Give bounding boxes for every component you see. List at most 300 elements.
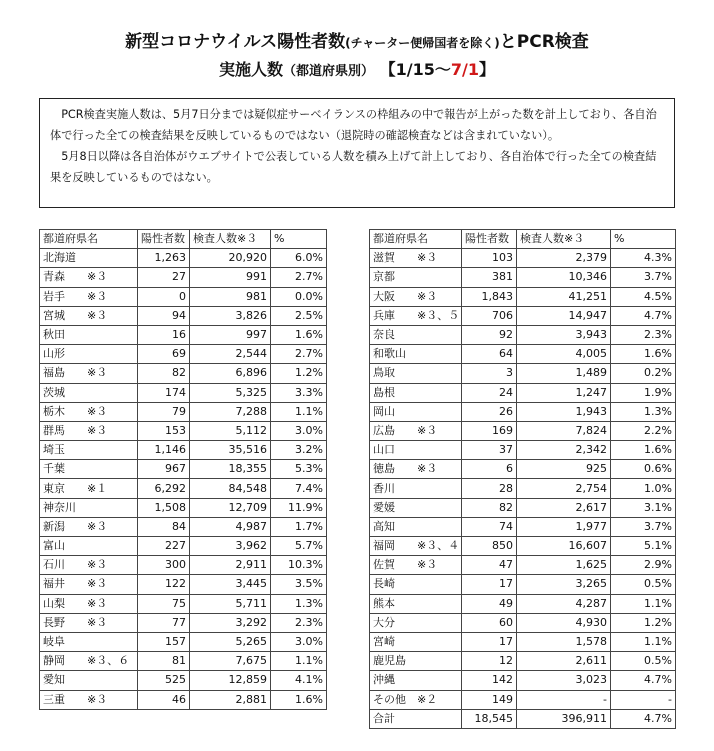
prefecture-name: 群馬	[43, 423, 65, 437]
percent-cell: 1.2%	[611, 613, 676, 632]
prefecture-cell	[370, 517, 462, 536]
footnote-mark: ※１	[87, 481, 108, 495]
prefecture-name: 山口	[373, 443, 395, 457]
table-row	[370, 671, 676, 690]
percent-cell: 4.1%	[271, 671, 327, 690]
prefecture-name: 長野	[43, 615, 65, 629]
prefecture-name: 島根	[373, 385, 395, 399]
percent-cell: 2.5%	[271, 306, 327, 325]
tests-cell: 3,962	[190, 537, 271, 556]
title-end-text: とPCR検査	[499, 32, 589, 52]
prefecture-cell	[370, 575, 462, 594]
footnote-mark: ※３	[417, 462, 438, 476]
table-row	[40, 690, 327, 709]
prefecture-name: 静岡	[43, 654, 65, 668]
table-row	[40, 479, 327, 498]
percent-cell: 4.7%	[611, 306, 676, 325]
percent-cell: 0.0%	[271, 287, 327, 306]
table-row	[370, 517, 676, 536]
positive-cell: 967	[138, 460, 190, 479]
percent-cell: 2.7%	[271, 268, 327, 287]
positive-cell: 60	[462, 613, 517, 632]
prefecture-name: 宮城	[43, 308, 65, 322]
prefecture-name: 広島	[373, 423, 395, 437]
table-header-row	[40, 230, 327, 249]
notes-box	[39, 98, 675, 208]
prefecture-name: 徳島	[373, 462, 395, 476]
prefecture-cell	[370, 613, 462, 632]
tests-cell: 3,292	[190, 613, 271, 632]
table-row	[370, 287, 676, 306]
positive-cell: 46	[138, 690, 190, 709]
positive-cell: 81	[138, 652, 190, 671]
title-main-text: 新型コロナウイルス陽性者数	[125, 32, 346, 52]
prefecture-name: 山梨	[43, 596, 65, 610]
prefecture-name: 福井	[43, 577, 65, 591]
percent-cell: 4.5%	[611, 287, 676, 306]
prefecture-name: 熊本	[373, 596, 395, 610]
table-row	[40, 249, 327, 268]
table-row	[40, 345, 327, 364]
prefecture-cell	[40, 575, 138, 594]
table-row	[370, 690, 676, 709]
positive-cell: 47	[462, 556, 517, 575]
table-row	[370, 613, 676, 632]
prefecture-name: 富山	[43, 539, 65, 553]
table-row	[370, 306, 676, 325]
tests-cell: 4,987	[190, 517, 271, 536]
percent-cell: 3.2%	[271, 441, 327, 460]
table-row	[370, 441, 676, 460]
date-range-end: 7/1	[450, 60, 479, 79]
table-row	[370, 364, 676, 383]
prefecture-name: 兵庫	[373, 308, 395, 322]
title-line-1	[0, 30, 714, 55]
date-range-close: 】	[478, 60, 495, 79]
subtitle-main-text: 実施人数	[219, 60, 284, 79]
tests-cell: 991	[190, 268, 271, 287]
tests-cell: 16,607	[517, 537, 611, 556]
table-row	[370, 345, 676, 364]
table-row	[370, 268, 676, 287]
tests-cell: 41,251	[517, 287, 611, 306]
footnote-mark: ※３	[417, 289, 438, 303]
table-row	[40, 325, 327, 344]
prefecture-cell	[370, 460, 462, 479]
positive-cell: 26	[462, 402, 517, 421]
tests-cell: 5,325	[190, 383, 271, 402]
positive-cell: 149	[462, 690, 517, 709]
prefecture-cell	[370, 364, 462, 383]
table-row	[370, 421, 676, 440]
tests-cell: 2,881	[190, 690, 271, 709]
prefecture-name: 長崎	[373, 577, 395, 591]
positive-cell: 12	[462, 652, 517, 671]
percent-cell: 2.3%	[611, 325, 676, 344]
prefecture-cell	[370, 479, 462, 498]
table-row	[370, 479, 676, 498]
tests-cell: 84,548	[190, 479, 271, 498]
prefecture-cell	[40, 364, 138, 383]
percent-cell: 2.2%	[611, 421, 676, 440]
percent-cell: 0.6%	[611, 460, 676, 479]
prefecture-name: 鹿児島	[373, 654, 406, 668]
note-paragraph: PCR検査実施人数は、5月7日分までは疑似症サーベイランスの枠組みの中で報告が上がった数を計上しており、各自治体で行った全ての検査結果を反映しているものではない（退院時の確認検査などは含まれていない）。	[50, 108, 657, 142]
percent-cell: 4.7%	[611, 671, 676, 690]
prefecture-cell	[40, 268, 138, 287]
header-prefecture: 都道府県名	[370, 230, 462, 249]
tests-cell: 7,675	[190, 652, 271, 671]
prefecture-cell	[40, 460, 138, 479]
prefecture-cell	[40, 325, 138, 344]
positive-cell: 525	[138, 671, 190, 690]
table-row	[40, 460, 327, 479]
table-row	[40, 402, 327, 421]
tests-cell: 2,379	[517, 249, 611, 268]
tests-cell: 2,754	[517, 479, 611, 498]
prefecture-name: 和歌山	[373, 347, 406, 361]
prefecture-cell	[40, 479, 138, 498]
prefecture-cell	[40, 306, 138, 325]
tests-cell: 396,911	[517, 709, 611, 728]
prefecture-cell	[370, 402, 462, 421]
percent-cell: 3.3%	[271, 383, 327, 402]
percent-cell: 1.6%	[611, 441, 676, 460]
positive-cell: 18,545	[462, 709, 517, 728]
prefecture-name: その他	[373, 692, 406, 706]
positive-cell: 28	[462, 479, 517, 498]
tests-cell: 12,859	[190, 671, 271, 690]
tests-cell: 997	[190, 325, 271, 344]
positive-cell: 94	[138, 306, 190, 325]
table-header-row	[370, 230, 676, 249]
prefecture-name: 千葉	[43, 462, 65, 476]
percent-cell: 5.7%	[271, 537, 327, 556]
tests-cell: 4,287	[517, 594, 611, 613]
positive-cell: 49	[462, 594, 517, 613]
table-row	[370, 402, 676, 421]
positive-cell: 142	[462, 671, 517, 690]
percent-cell: 5.3%	[271, 460, 327, 479]
table-row	[370, 325, 676, 344]
prefecture-name: 京都	[373, 270, 395, 284]
table-row	[370, 556, 676, 575]
prefecture-cell	[40, 498, 138, 517]
prefecture-name: 茨城	[43, 385, 65, 399]
positive-cell: 74	[462, 517, 517, 536]
prefecture-name: 岐阜	[43, 635, 65, 649]
positive-cell: 1,843	[462, 287, 517, 306]
prefecture-cell	[370, 556, 462, 575]
footnote-mark: ※３	[87, 308, 108, 322]
tests-cell: 12,709	[190, 498, 271, 517]
positive-cell: 37	[462, 441, 517, 460]
prefecture-name: 福島	[43, 366, 65, 380]
table-row	[40, 364, 327, 383]
positive-cell: 77	[138, 613, 190, 632]
prefecture-cell	[40, 383, 138, 402]
prefecture-cell	[370, 268, 462, 287]
positive-cell: 64	[462, 345, 517, 364]
prefecture-cell	[370, 709, 462, 728]
percent-cell: 2.9%	[611, 556, 676, 575]
footnote-mark: ※３、５	[417, 308, 460, 322]
prefecture-name: 岡山	[373, 404, 395, 418]
footnote-mark: ※３	[87, 558, 108, 572]
prefecture-cell	[40, 652, 138, 671]
table-row	[370, 249, 676, 268]
positive-cell: 16	[138, 325, 190, 344]
table-row	[40, 268, 327, 287]
prefecture-name: 大分	[373, 615, 395, 629]
positive-cell: 706	[462, 306, 517, 325]
tests-cell: 4,005	[517, 345, 611, 364]
percent-cell: 1.6%	[271, 690, 327, 709]
table-row	[40, 575, 327, 594]
prefecture-cell	[40, 690, 138, 709]
table-row	[40, 613, 327, 632]
footnote-mark: ※３、４	[417, 539, 460, 553]
tests-cell: 3,265	[517, 575, 611, 594]
prefecture-cell	[370, 383, 462, 402]
tests-cell: 6,896	[190, 364, 271, 383]
percent-cell: 4.7%	[611, 709, 676, 728]
percent-cell: 11.9%	[271, 498, 327, 517]
tests-cell: 1,625	[517, 556, 611, 575]
footnote-mark: ※３	[87, 577, 108, 591]
table-row	[370, 383, 676, 402]
prefecture-cell	[40, 594, 138, 613]
tests-cell: 35,516	[190, 441, 271, 460]
table-row	[370, 652, 676, 671]
prefecture-cell	[370, 287, 462, 306]
positive-cell: 1,263	[138, 249, 190, 268]
tests-cell: 2,617	[517, 498, 611, 517]
positive-cell: 84	[138, 517, 190, 536]
prefecture-cell	[370, 498, 462, 517]
prefecture-cell	[40, 517, 138, 536]
footnote-mark: ※２	[417, 692, 438, 706]
tests-cell: 3,023	[517, 671, 611, 690]
percent-cell: 1.1%	[271, 402, 327, 421]
percent-cell: 6.0%	[271, 249, 327, 268]
footnote-mark: ※３	[87, 692, 108, 706]
prefecture-cell	[370, 325, 462, 344]
footnote-mark: ※３	[87, 289, 108, 303]
positive-cell: 17	[462, 575, 517, 594]
prefecture-name: 栃木	[43, 404, 65, 418]
positive-cell: 75	[138, 594, 190, 613]
footnote-mark: ※３	[87, 615, 108, 629]
table-row	[40, 594, 327, 613]
tests-cell: 1,578	[517, 632, 611, 651]
page-title	[0, 30, 714, 85]
prefecture-cell	[40, 345, 138, 364]
positive-cell: 174	[138, 383, 190, 402]
prefecture-cell	[40, 613, 138, 632]
tests-cell: 1,489	[517, 364, 611, 383]
percent-cell: 1.3%	[271, 594, 327, 613]
percent-cell: 1.1%	[611, 632, 676, 651]
positive-cell: 381	[462, 268, 517, 287]
prefecture-name: 鳥取	[373, 366, 395, 380]
footnote-mark: ※３	[87, 423, 108, 437]
table-row	[370, 498, 676, 517]
prefecture-name: 神奈川	[43, 500, 76, 514]
footnote-mark: ※３	[87, 366, 108, 380]
percent-cell: 1.7%	[271, 517, 327, 536]
prefecture-name: 奈良	[373, 328, 395, 342]
percent-cell: 3.0%	[271, 421, 327, 440]
percent-cell: 3.0%	[271, 632, 327, 651]
positive-cell: 6	[462, 460, 517, 479]
positive-cell: 92	[462, 325, 517, 344]
prefecture-name: 岩手	[43, 289, 65, 303]
prefecture-cell	[40, 556, 138, 575]
positive-cell: 169	[462, 421, 517, 440]
tests-cell: 1,943	[517, 402, 611, 421]
percent-cell: 2.3%	[271, 613, 327, 632]
table-row	[40, 441, 327, 460]
prefecture-cell	[370, 594, 462, 613]
prefecture-name: 合計	[373, 711, 395, 725]
table-row	[40, 498, 327, 517]
table-row	[370, 460, 676, 479]
prefecture-cell	[40, 402, 138, 421]
positive-cell: 79	[138, 402, 190, 421]
table-row	[370, 632, 676, 651]
table-row	[40, 632, 327, 651]
tests-cell: -	[517, 690, 611, 709]
prefecture-cell	[370, 441, 462, 460]
percent-cell: 3.7%	[611, 517, 676, 536]
positive-cell: 27	[138, 268, 190, 287]
header-percent: %	[271, 230, 327, 249]
title-paren-text: (チャーター便帰国者を除く)	[345, 36, 500, 50]
percent-cell: 4.3%	[611, 249, 676, 268]
tests-cell: 925	[517, 460, 611, 479]
prefecture-name: 愛媛	[373, 500, 395, 514]
percent-cell: -	[611, 690, 676, 709]
tests-cell: 3,943	[517, 325, 611, 344]
tests-cell: 20,920	[190, 249, 271, 268]
table-row	[40, 556, 327, 575]
header-positive: 陽性者数	[138, 230, 190, 249]
positive-cell: 300	[138, 556, 190, 575]
positive-cell: 82	[138, 364, 190, 383]
prefecture-cell	[40, 671, 138, 690]
tests-cell: 2,911	[190, 556, 271, 575]
prefecture-cell	[40, 537, 138, 556]
percent-cell: 10.3%	[271, 556, 327, 575]
positive-cell: 157	[138, 632, 190, 651]
prefecture-cell	[370, 249, 462, 268]
tests-cell: 5,265	[190, 632, 271, 651]
footnote-mark: ※３	[417, 558, 438, 572]
date-range-open: 【1/15～	[379, 60, 451, 79]
positive-cell: 82	[462, 498, 517, 517]
prefecture-cell	[370, 632, 462, 651]
footnote-mark: ※３	[417, 251, 438, 265]
positive-cell: 6,292	[138, 479, 190, 498]
table-row	[40, 537, 327, 556]
positive-cell: 24	[462, 383, 517, 402]
percent-cell: 0.5%	[611, 575, 676, 594]
percent-cell: 1.1%	[271, 652, 327, 671]
table-row	[40, 671, 327, 690]
tests-cell: 5,711	[190, 594, 271, 613]
table-row	[40, 383, 327, 402]
tests-cell: 981	[190, 287, 271, 306]
prefecture-cell	[40, 287, 138, 306]
prefecture-cell	[370, 690, 462, 709]
header-tests: 検査人数※３	[190, 230, 271, 249]
prefecture-name: 沖縄	[373, 673, 395, 687]
tests-cell: 18,355	[190, 460, 271, 479]
prefecture-cell	[370, 537, 462, 556]
prefecture-name: 石川	[43, 558, 65, 572]
header-percent: %	[611, 230, 676, 249]
table-row	[370, 537, 676, 556]
tests-cell: 14,947	[517, 306, 611, 325]
footnote-mark: ※３	[417, 423, 438, 437]
prefecture-name: 大阪	[373, 289, 395, 303]
right-prefecture-table	[369, 229, 676, 729]
prefecture-cell	[40, 421, 138, 440]
percent-cell: 5.1%	[611, 537, 676, 556]
percent-cell: 1.9%	[611, 383, 676, 402]
tests-cell: 5,112	[190, 421, 271, 440]
prefecture-cell	[370, 345, 462, 364]
prefecture-name: 福岡	[373, 539, 395, 553]
prefecture-name: 滋賀	[373, 251, 395, 265]
tests-cell: 1,247	[517, 383, 611, 402]
positive-cell: 227	[138, 537, 190, 556]
positive-cell: 69	[138, 345, 190, 364]
positive-cell: 0	[138, 287, 190, 306]
tests-cell: 1,977	[517, 517, 611, 536]
prefecture-name: 埼玉	[43, 443, 65, 457]
left-prefecture-table	[39, 229, 327, 710]
prefecture-cell	[40, 441, 138, 460]
percent-cell: 1.2%	[271, 364, 327, 383]
footnote-mark: ※３、６	[87, 654, 130, 668]
prefecture-name: 青森	[43, 270, 65, 284]
table-row	[370, 709, 676, 728]
table-row	[40, 652, 327, 671]
prefecture-name: 北海道	[43, 251, 76, 265]
header-prefecture: 都道府県名	[40, 230, 138, 249]
percent-cell: 1.0%	[611, 479, 676, 498]
tests-cell: 7,824	[517, 421, 611, 440]
percent-cell: 0.5%	[611, 652, 676, 671]
percent-cell: 1.1%	[611, 594, 676, 613]
table-row	[370, 594, 676, 613]
positive-cell: 17	[462, 632, 517, 651]
prefecture-name: 三重	[43, 692, 65, 706]
header-positive: 陽性者数	[462, 230, 517, 249]
subtitle-paren-text: （都道府県別）	[283, 64, 375, 79]
footnote-mark: ※３	[87, 404, 108, 418]
table-row	[40, 421, 327, 440]
prefecture-name: 高知	[373, 519, 395, 533]
tests-cell: 2,544	[190, 345, 271, 364]
prefecture-name: 山形	[43, 347, 65, 361]
prefecture-cell	[40, 249, 138, 268]
percent-cell: 7.4%	[271, 479, 327, 498]
positive-cell: 3	[462, 364, 517, 383]
table-row	[40, 517, 327, 536]
